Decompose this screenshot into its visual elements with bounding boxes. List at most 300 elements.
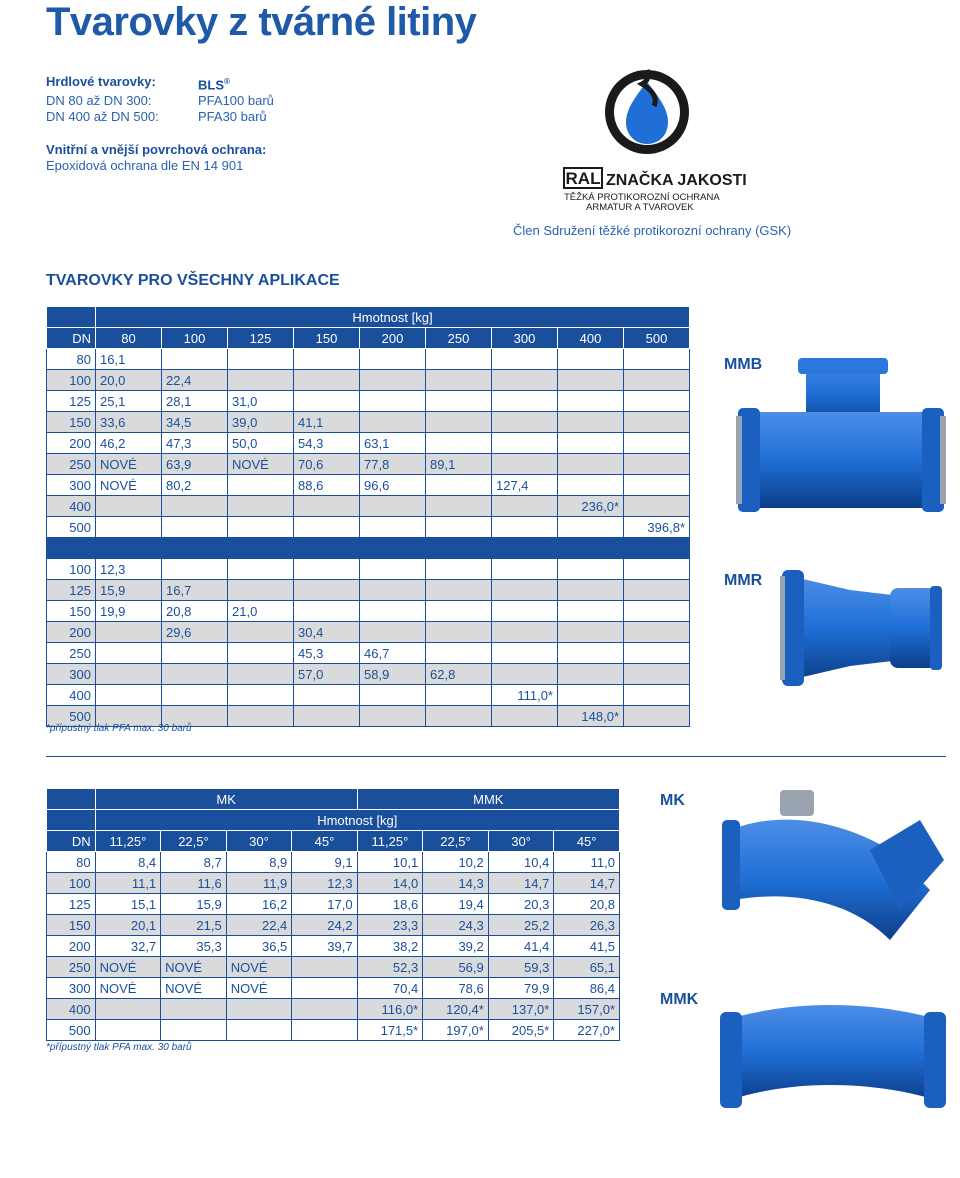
table-cell	[360, 559, 426, 580]
table-cell: 22,4	[162, 370, 228, 391]
table-cell	[624, 391, 690, 412]
table-cell: 77,8	[360, 454, 426, 475]
spec-label: DN 400 až DN 500:	[46, 109, 159, 125]
table-cell	[558, 454, 624, 475]
row-dn: 125	[47, 580, 96, 601]
row-dn: 100	[47, 370, 96, 391]
spec-value: PFA30 barů	[198, 109, 267, 125]
table-cell	[226, 1020, 292, 1041]
table-cell: NOVÉ	[226, 978, 292, 999]
table-row	[47, 349, 690, 370]
table-cell: 86,4	[554, 978, 620, 999]
column-header: 45°	[554, 831, 620, 852]
table-cell: 50,0	[228, 433, 294, 454]
table-cell: 171,5*	[357, 1020, 423, 1041]
coating-value: Epoxidová ochrana dle EN 14 901	[46, 158, 244, 173]
table-cell	[294, 706, 360, 727]
table-cell: 20,8	[162, 601, 228, 622]
table-cell: 35,3	[161, 936, 227, 957]
table-cell	[492, 643, 558, 664]
column-header: 22,5°	[161, 831, 227, 852]
table-cell: 14,7	[488, 873, 554, 894]
column-header: 22,5°	[423, 831, 489, 852]
column-header: 11,25°	[357, 831, 423, 852]
table-cell	[228, 664, 294, 685]
column-header: 200	[360, 328, 426, 349]
footnote: *přípustný tlak PFA max. 30 barů	[46, 723, 192, 734]
table-row	[47, 1020, 620, 1041]
table-cell	[492, 580, 558, 601]
table-cell	[360, 580, 426, 601]
table-cell	[426, 685, 492, 706]
table-cell	[492, 559, 558, 580]
row-dn: 300	[47, 978, 96, 999]
row-dn: 80	[47, 852, 96, 873]
table-cell	[624, 685, 690, 706]
table-row	[47, 412, 690, 433]
table-cell	[492, 370, 558, 391]
table-cell: 46,2	[96, 433, 162, 454]
spec-value: BLS®	[198, 77, 230, 93]
table-cell: NOVÉ	[96, 454, 162, 475]
product-label-mk: MK	[660, 792, 685, 809]
table-cell: 41,1	[294, 412, 360, 433]
table-cell: 39,2	[423, 936, 489, 957]
table-cell: 24,3	[423, 915, 489, 936]
table-cell: 58,9	[360, 664, 426, 685]
row-dn: 100	[47, 873, 96, 894]
table-row	[47, 852, 620, 873]
column-header: 300	[492, 328, 558, 349]
table-cell: 20,8	[554, 894, 620, 915]
table-cell	[228, 559, 294, 580]
row-dn: 125	[47, 391, 96, 412]
table-cell	[426, 559, 492, 580]
table-cell	[558, 391, 624, 412]
table-cell	[558, 622, 624, 643]
table-cell: 19,9	[96, 601, 162, 622]
column-header: 400	[558, 328, 624, 349]
table-cell: 63,9	[162, 454, 228, 475]
table-cell	[492, 601, 558, 622]
row-dn: 250	[47, 643, 96, 664]
table-cell: 19,4	[423, 894, 489, 915]
table-cell	[96, 664, 162, 685]
table-row	[47, 664, 690, 685]
table-row	[47, 873, 620, 894]
row-dn: 300	[47, 475, 96, 496]
table-cell: 15,1	[95, 894, 161, 915]
table-cell: 22,4	[226, 915, 292, 936]
table-row	[47, 580, 690, 601]
table-cell	[162, 664, 228, 685]
table-cell	[228, 370, 294, 391]
table-cell	[492, 517, 558, 538]
table-cell	[492, 664, 558, 685]
product-label-mmr: MMR	[724, 572, 763, 589]
table-cell	[558, 433, 624, 454]
table-cell: 88,6	[294, 475, 360, 496]
table-cell: 54,3	[294, 433, 360, 454]
table-cell: 11,6	[161, 873, 227, 894]
table-row	[47, 517, 690, 538]
table-cell	[162, 559, 228, 580]
table-cell: 12,3	[292, 873, 357, 894]
table-cell: 157,0*	[554, 999, 620, 1020]
table-cell: 62,8	[426, 664, 492, 685]
table-cell	[228, 685, 294, 706]
row-dn: 100	[47, 559, 96, 580]
table-cell: 16,7	[162, 580, 228, 601]
table-cell: 17,0	[292, 894, 357, 915]
table-row	[47, 685, 690, 706]
table-cell	[624, 496, 690, 517]
table-cell	[426, 412, 492, 433]
row-dn: 250	[47, 957, 96, 978]
weight-header: Hmotnost [kg]	[95, 810, 619, 831]
table-cell: NOVÉ	[161, 978, 227, 999]
table-cell: 120,4*	[423, 999, 489, 1020]
table-cell	[624, 664, 690, 685]
column-header: 80	[96, 328, 162, 349]
table-cell: 70,6	[294, 454, 360, 475]
table-cell	[292, 1020, 357, 1041]
table-cell	[360, 412, 426, 433]
table-cell: 10,4	[488, 852, 554, 873]
table-cell: 38,2	[357, 936, 423, 957]
table-cell: 41,4	[488, 936, 554, 957]
column-header: 250	[426, 328, 492, 349]
table-cell	[492, 391, 558, 412]
table-cell	[360, 517, 426, 538]
table-cell	[228, 349, 294, 370]
table-row	[47, 559, 690, 580]
table-cell	[96, 622, 162, 643]
table-cell	[292, 978, 357, 999]
row-dn: 150	[47, 601, 96, 622]
table-cell: 8,9	[226, 852, 292, 873]
table-cell: 11,0	[554, 852, 620, 873]
weights-table-mk-mmk	[46, 788, 620, 1041]
group-header-row	[47, 789, 620, 810]
gsk-membership: Člen Sdružení těžké protikorozní ochrany (GSK)	[513, 223, 792, 238]
table-cell	[294, 391, 360, 412]
table-cell	[426, 475, 492, 496]
table-cell	[228, 517, 294, 538]
table-cell	[294, 349, 360, 370]
table-cell: NOVÉ	[95, 978, 161, 999]
svg-text:ARMATUR A TVAROVEK: ARMATUR A TVAROVEK	[586, 202, 694, 213]
table-cell	[426, 391, 492, 412]
mmr-reducer-image	[780, 566, 946, 690]
table-cell	[228, 622, 294, 643]
table-cell	[624, 454, 690, 475]
table-separator	[47, 538, 690, 559]
table-cell: 10,1	[357, 852, 423, 873]
separator-cell	[47, 538, 690, 559]
table-cell: 36,5	[226, 936, 292, 957]
row-dn: 200	[47, 622, 96, 643]
table-cell	[294, 370, 360, 391]
section-title: TVAROVKY PRO VŠECHNY APLIKACE	[46, 272, 340, 289]
table-cell: 14,7	[554, 873, 620, 894]
table-cell	[558, 685, 624, 706]
table-cell	[162, 685, 228, 706]
table-row	[47, 433, 690, 454]
footnote: *přípustný tlak PFA max. 30 barů	[46, 1042, 192, 1053]
table-cell: 18,6	[357, 894, 423, 915]
table-cell: 14,0	[357, 873, 423, 894]
table-cell	[624, 433, 690, 454]
mmk-bend-image	[720, 1000, 946, 1120]
table-cell: NOVÉ	[228, 454, 294, 475]
specs-block	[46, 74, 274, 125]
table-cell: 31,0	[228, 391, 294, 412]
table-cell	[624, 370, 690, 391]
table-cell: 30,4	[294, 622, 360, 643]
table-cell: NOVÉ	[161, 957, 227, 978]
table-cell: 39,7	[292, 936, 357, 957]
table-cell	[624, 580, 690, 601]
table-cell: NOVÉ	[95, 957, 161, 978]
table-cell: 34,5	[162, 412, 228, 433]
table-cell	[162, 643, 228, 664]
table-cell: 14,3	[423, 873, 489, 894]
table-cell	[426, 622, 492, 643]
table-cell: 227,0*	[554, 1020, 620, 1041]
row-dn: 150	[47, 412, 96, 433]
table-cell	[294, 496, 360, 517]
table-cell	[426, 706, 492, 727]
table-cell	[294, 580, 360, 601]
table-cell	[426, 643, 492, 664]
table-cell	[492, 706, 558, 727]
row-dn: 150	[47, 915, 96, 936]
table-cell	[360, 601, 426, 622]
table-cell	[162, 496, 228, 517]
table-cell	[624, 601, 690, 622]
table-cell: 21,0	[228, 601, 294, 622]
dn-header-blank	[47, 307, 96, 328]
table-cell	[426, 601, 492, 622]
table-cell	[292, 957, 357, 978]
table-row	[47, 894, 620, 915]
table-cell: 15,9	[96, 580, 162, 601]
weight-header: Hmotnost [kg]	[96, 307, 690, 328]
header-row	[47, 307, 690, 328]
table-cell	[360, 622, 426, 643]
spec-value: PFA100 barů	[198, 93, 274, 109]
table-cell	[558, 412, 624, 433]
table-cell: 56,9	[423, 957, 489, 978]
table-cell	[360, 496, 426, 517]
row-dn: 250	[47, 454, 96, 475]
table-cell: 21,5	[161, 915, 227, 936]
table-cell	[162, 517, 228, 538]
table-cell	[426, 433, 492, 454]
table-cell: 52,3	[357, 957, 423, 978]
table-cell	[558, 601, 624, 622]
table-cell: 197,0*	[423, 1020, 489, 1041]
table-cell	[426, 580, 492, 601]
table-cell: 20,3	[488, 894, 554, 915]
column-header: 150	[294, 328, 360, 349]
table-row	[47, 475, 690, 496]
table-cell: 65,1	[554, 957, 620, 978]
table-cell	[624, 643, 690, 664]
table-cell	[426, 517, 492, 538]
table-row	[47, 454, 690, 475]
table-cell: 39,0	[228, 412, 294, 433]
svg-text:RAL: RAL	[565, 169, 601, 188]
table-cell	[492, 412, 558, 433]
table-cell	[228, 496, 294, 517]
table-row	[47, 957, 620, 978]
page-title: Tvarovky z tvárné litiny	[46, 0, 477, 44]
column-header-row	[47, 831, 620, 852]
coating-block	[46, 142, 266, 174]
row-dn: 200	[47, 936, 96, 957]
table-cell	[426, 370, 492, 391]
table-cell: 16,2	[226, 894, 292, 915]
dn-header: DN	[47, 831, 96, 852]
table-cell: 63,1	[360, 433, 426, 454]
table-cell	[360, 685, 426, 706]
product-label-mmb: MMB	[724, 356, 763, 373]
table-cell: 96,6	[360, 475, 426, 496]
column-header: 125	[228, 328, 294, 349]
table-cell	[228, 580, 294, 601]
row-dn: 300	[47, 664, 96, 685]
table-cell: 116,0*	[357, 999, 423, 1020]
table-cell: 25,1	[96, 391, 162, 412]
column-header: 45°	[292, 831, 357, 852]
table-cell: 24,2	[292, 915, 357, 936]
table-cell: 11,1	[95, 873, 161, 894]
table-cell	[294, 685, 360, 706]
table-row	[47, 370, 690, 391]
table-cell	[292, 999, 357, 1020]
dn-header: DN	[47, 328, 96, 349]
table-cell	[558, 370, 624, 391]
product-label-mmk: MMK	[660, 991, 699, 1008]
table-cell	[294, 517, 360, 538]
table-cell: 8,7	[161, 852, 227, 873]
table-cell	[624, 559, 690, 580]
coating-title: Vnitřní a vnější povrchová ochrana:	[46, 142, 267, 157]
table-cell	[95, 999, 161, 1020]
table-cell	[360, 706, 426, 727]
table-cell: 57,0	[294, 664, 360, 685]
table-cell	[162, 349, 228, 370]
weights-table-mmb-mmr	[46, 306, 690, 727]
table-row	[47, 601, 690, 622]
row-dn: 400	[47, 685, 96, 706]
table-cell	[492, 454, 558, 475]
table-cell: 11,9	[226, 873, 292, 894]
table-row	[47, 915, 620, 936]
column-header: 30°	[226, 831, 292, 852]
header-row	[47, 810, 620, 831]
table-cell	[624, 622, 690, 643]
table-cell	[360, 370, 426, 391]
table-cell: 8,4	[95, 852, 161, 873]
table-cell: 396,8*	[624, 517, 690, 538]
column-header-row	[47, 328, 690, 349]
table-cell: 78,6	[423, 978, 489, 999]
table-cell	[558, 580, 624, 601]
row-dn: 400	[47, 999, 96, 1020]
mmb-tee-image	[736, 356, 946, 521]
table-cell	[96, 643, 162, 664]
table-cell: 89,1	[426, 454, 492, 475]
svg-text:ZNAČKA JAKOSTI: ZNAČKA JAKOSTI	[606, 172, 747, 189]
table-cell	[294, 601, 360, 622]
table-cell: 9,1	[292, 852, 357, 873]
table-cell	[96, 685, 162, 706]
table-cell: 23,3	[357, 915, 423, 936]
table-cell: 205,5*	[488, 1020, 554, 1041]
table-cell	[558, 559, 624, 580]
table-cell: 28,1	[162, 391, 228, 412]
table-cell: 59,3	[488, 957, 554, 978]
row-dn: 400	[47, 496, 96, 517]
table-cell: NOVÉ	[96, 475, 162, 496]
table-cell	[558, 643, 624, 664]
table-cell: 32,7	[95, 936, 161, 957]
table-cell: 20,1	[95, 915, 161, 936]
table-row	[47, 999, 620, 1020]
table-cell: 20,0	[96, 370, 162, 391]
table-cell	[426, 349, 492, 370]
table-cell: 16,1	[96, 349, 162, 370]
row-dn: 500	[47, 1020, 96, 1041]
table-cell: 79,9	[488, 978, 554, 999]
table-cell	[161, 999, 227, 1020]
table-cell	[95, 1020, 161, 1041]
table-row	[47, 936, 620, 957]
section-divider	[46, 756, 946, 757]
table-cell: 45,3	[294, 643, 360, 664]
table-cell: NOVÉ	[226, 957, 292, 978]
table-cell	[558, 517, 624, 538]
spec-label: DN 80 až DN 300:	[46, 93, 152, 109]
row-dn: 200	[47, 433, 96, 454]
row-dn: 80	[47, 349, 96, 370]
group-header-mmk: MMK	[357, 789, 619, 810]
table-cell	[624, 412, 690, 433]
column-header: 100	[162, 328, 228, 349]
table-cell: 10,2	[423, 852, 489, 873]
table-cell: 111,0*	[492, 685, 558, 706]
table-cell	[228, 643, 294, 664]
table-cell	[426, 496, 492, 517]
table-cell	[96, 496, 162, 517]
table-cell: 127,4	[492, 475, 558, 496]
row-dn: 125	[47, 894, 96, 915]
table-cell	[624, 475, 690, 496]
table-cell: 70,4	[357, 978, 423, 999]
table-cell	[161, 1020, 227, 1041]
table-cell: 47,3	[162, 433, 228, 454]
table-cell	[228, 706, 294, 727]
table-cell: 41,5	[554, 936, 620, 957]
column-header: 11,25°	[95, 831, 161, 852]
table-cell	[492, 433, 558, 454]
table-cell	[228, 475, 294, 496]
table-cell	[558, 349, 624, 370]
table-row	[47, 643, 690, 664]
